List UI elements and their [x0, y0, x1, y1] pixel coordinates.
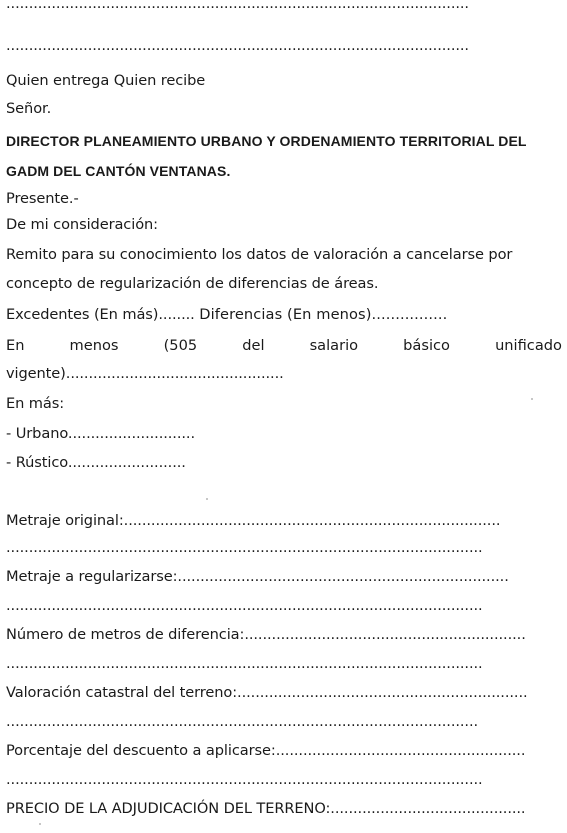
blank-line: ......................................................................................................: [6, 37, 469, 54]
valoracion-catastral-line: Valoración catastral del terreno:................................................................: [6, 684, 528, 701]
salutation: Señor.: [6, 100, 52, 117]
vigente-line: vigente)................................................: [6, 365, 284, 382]
blank-line: ........................................................................................................: [6, 713, 479, 730]
en-menos-word: del: [242, 337, 265, 354]
blank-line: .........................................................................................................: [6, 655, 483, 672]
en-menos-word: (505: [163, 337, 198, 354]
signature-labels: Quien entrega Quien recibe: [6, 72, 206, 89]
excedentes-diferencias-line: [6, 305, 447, 325]
body-text-line-1: Remito para su conocimiento los datos de valoración a cancelarse por: [6, 246, 513, 263]
blank-line: ......................................................................................................: [6, 0, 469, 12]
blank-line: .........................................................................................................: [6, 771, 483, 788]
scan-speck: [206, 498, 208, 500]
en-menos-word: menos: [69, 337, 119, 354]
addressee-line-2: GADM DEL CANTÓN VENTANAS.: [6, 163, 231, 179]
metraje-regularizarse-line: Metraje a regularizarse:.........................................................................: [6, 568, 509, 585]
precio-adjudicacion-line: PRECIO DE LA ADJUDICACIÓN DEL TERRENO:...........................................: [6, 800, 526, 817]
presente: Presente.-: [6, 190, 79, 207]
en-mas-label: En más:: [6, 395, 65, 412]
en-menos-word: salario: [309, 337, 359, 354]
blank-line: .........................................................................................................: [6, 539, 483, 556]
scan-speck: [531, 398, 533, 400]
en-menos-word: unificado: [495, 337, 562, 354]
diferencias-label: Diferencias (En menos)................: [199, 306, 448, 323]
consideracion: De mi consideración:: [6, 216, 158, 233]
excedentes-label: Excedentes (En más)........: [6, 306, 195, 323]
en-menos-line: [6, 336, 562, 356]
en-menos-word: básico: [403, 337, 450, 354]
rustico-line: - Rústico..........................: [6, 454, 186, 471]
scan-speck: [39, 823, 41, 825]
addressee-line-1: DIRECTOR PLANEAMIENTO URBANO Y ORDENAMIENTO TERRITORIAL DEL: [6, 133, 527, 149]
metraje-original-line: Metraje original:...................................................................................: [6, 512, 501, 529]
en-menos-word: En: [6, 337, 25, 354]
porcentaje-descuento-line: Porcentaje del descuento a aplicarse:.......................................................: [6, 742, 526, 759]
urbano-line: - Urbano............................: [6, 425, 196, 442]
body-text-line-2: concepto de regularización de diferencias de áreas.: [6, 275, 379, 292]
numero-metros-line: Número de metros de diferencia:..............................................................: [6, 626, 526, 643]
blank-line: .........................................................................................................: [6, 597, 483, 614]
